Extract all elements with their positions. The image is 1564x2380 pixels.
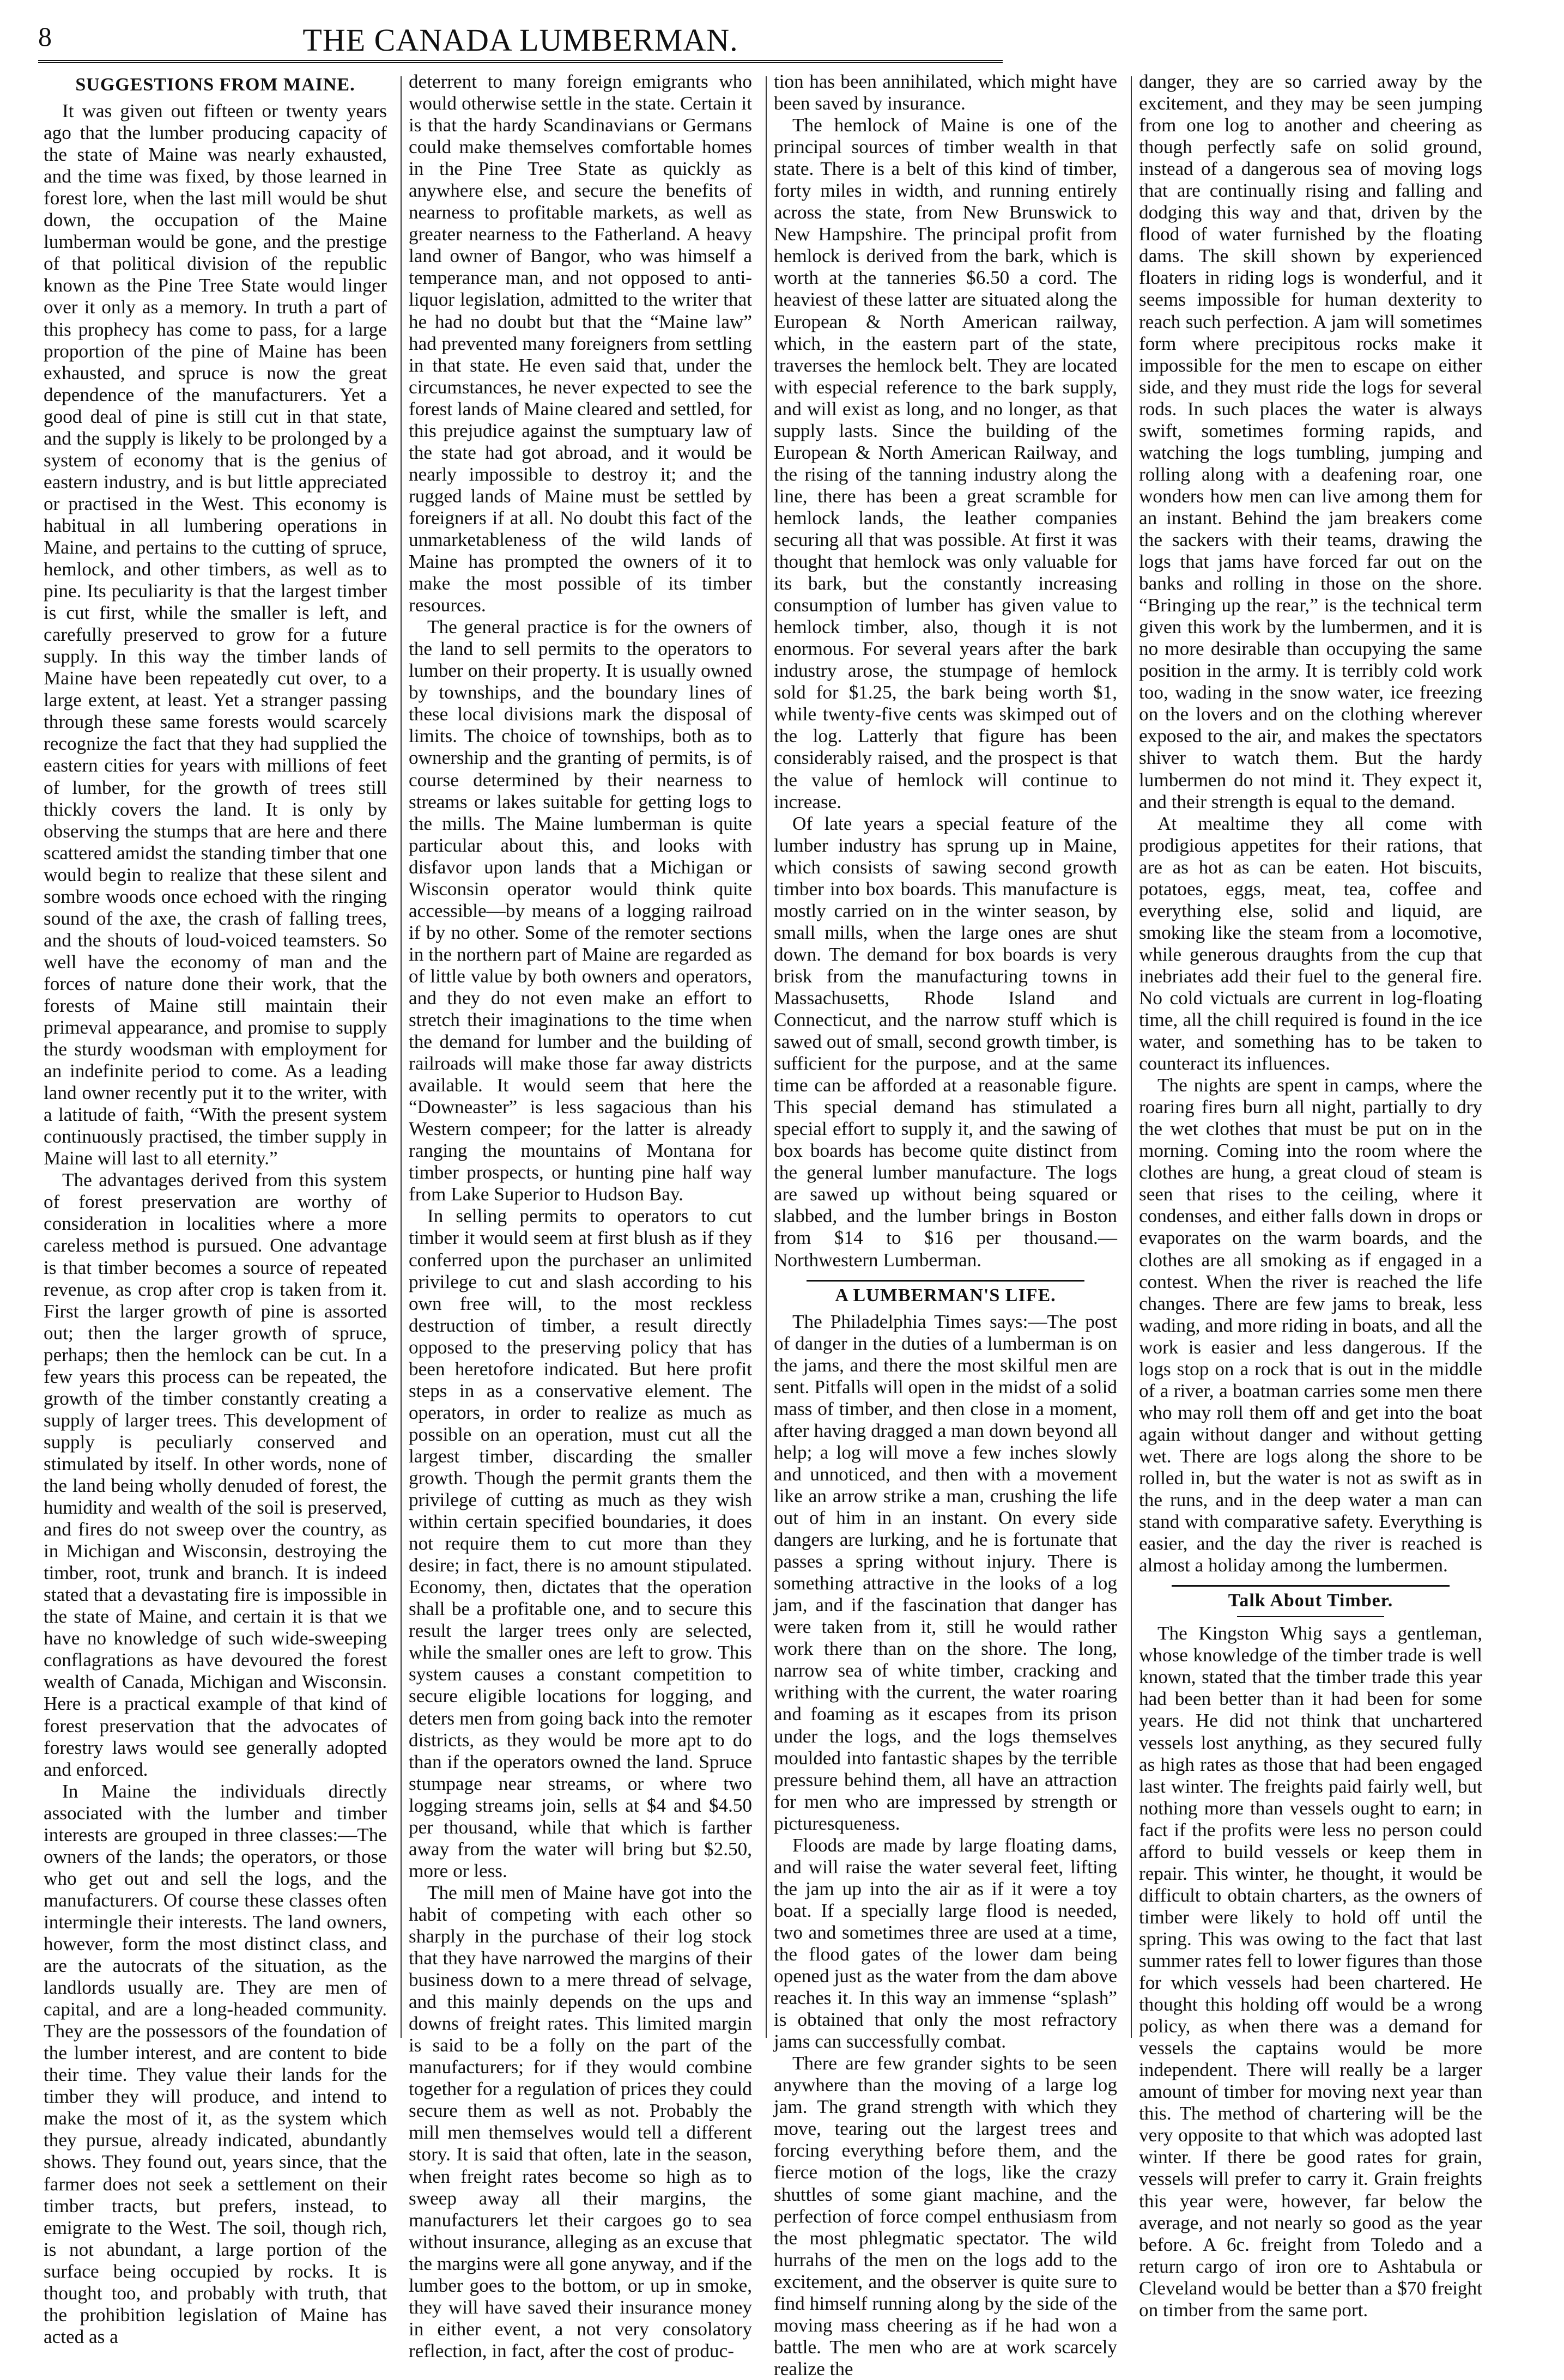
article-paragraph: tion has been annihilated, which might have been saved by insurance.	[774, 71, 1117, 114]
headline-underline	[1237, 1616, 1384, 1617]
article-paragraph: The Kingston Whig says a gentleman, whose knowledge of the timber trade is well known, stated that the timber trade this year had been better than it had been for some years. He did not think that unchartered vessels lost anything, as they secured fully as high rates as those that had been engaged last winter. The freights paid fairly well, but nothing more than vessels ought to earn; in fact if the profits were less no person could afford to build vessels or keep them in repair. This winter, he thought, it would be difficult to obtain charters, as the owners of timber were likely to hold off until the spring. This was owing to the fact that last summer rates fell to lower figures than those for which vessels had been chartered. He thought this holding off would be a wrong policy, as when there was a demand for vessels the captains would be more independent. There will really be a larger amount of timber for moving next year than this. The method of chartering will be the very opposite to that which was adopted last winter. If there be good rates for grain, vessels will prefer to carry it. Grain freights this year were, however, far below the average, and not nearly so good as the year before. A 6c. freight from Toledo and a return cargo of iron ore to Ashtabula or Cleveland would be better than a $70 freight on timber from the same port.	[1139, 1623, 1482, 2321]
column-3	[774, 71, 1117, 2379]
section-rule	[1172, 1585, 1450, 1587]
column-rule	[766, 76, 767, 2038]
page-header	[38, 22, 1003, 60]
page-number: 8	[38, 21, 52, 52]
article-paragraph: danger, they are so carried away by the excitement, and they may be seen jumping from one log to another and cheering as though perfectly safe on solid ground, instead of a dangerous sea of moving logs that are continually rising and falling and dodging this way and that, driven by the flood of water furnished by the floating dams. The skill shown by experienced floaters in riding logs is wonderful, and it seems impossible for human dexterity to reach such perfection. A jam will sometimes form where precipitous rocks make it impossible for the men to escape on either side, and they must ride the logs for several rods. In such places the water is always swift, sometimes forming rapids, and watching the logs tumbling, jumping and rolling along with a deafening roar, one wonders how men can live among them for an instant. Behind the jam breakers come the sackers with their teams, drawing the logs that jams have forced far out on the banks and rolling in those on the shore. “Bringing up the rear,” is the technical term given this work by the lumbermen, and it is no more desirable than occupying the same position in the army. It is terribly cold work too, wading in the snow water, ice freezing on the lovers and on the clothing wherever exposed to the air, and makes the spectators shiver to watch them. But the hardy lumbermen do not mind it. They expect it, and their strength is equal to the demand.	[1139, 71, 1482, 812]
article-paragraph: The hemlock of Maine is one of the principal sources of timber wealth in that state. There is a belt of this kind of timber, forty miles in width, and running entirely across the state, from New Brunswick to New Hampshire. The principal profit from hemlock is derived from the bark, which is worth at the tanneries $6.50 a cord. The heaviest of these latter are situated along the European & North American railway, which, in the eastern part of the state, traverses the hemlock belt. They are located with especial reference to the bark supply, and will exist as long, and no longer, as that supply lasts. Since the building of the European & North American Railway, and the rising of the tanning industry along the line, there has been a great scramble for hemlock lands, the leather companies securing all that was possible. At first it was thought that hemlock was only valuable for its bark, but the constantly increasing consumption of lumber has given value to hemlock timber, also, though it is not enormous. For several years after the bark industry arose, the stumpage of hemlock sold for $1.25, the bark being worth $1, while twenty-five cents was skimped out of the log. Latterly that figure has been considerably raised, and the prospect is that the value of hemlock will continue to increase.	[774, 114, 1117, 812]
article-paragraph: deterrent to many foreign emigrants who would otherwise settle in the state. Certain it is that the hardy Scandinavians or Germans could make themselves comfortable homes in the Pine Tree State as quickly as anywhere else, and secure the benefits of nearness to profitable markets, as well as greater nearness to the Fatherland. A heavy land owner of Bangor, who was himself a temperance man, and not opposed to anti-liquor legislation, admitted to the writer that he had no doubt but that the “Maine law” had prevented many foreigners from settling in that state. He even said that, under the circumstances, he never expected to see the forest lands of Maine cleared and settled, for this prejudice against the sumptuary law of the state had got abroad, and it would be nearly impossible to destroy it; and the rugged lands of Maine must be settled by foreigners if at all. No doubt this fact of the unmarketableness of the wild lands of Maine has prompted the owners of it to make the most possible of its timber resources.	[409, 71, 752, 616]
column-2	[409, 71, 752, 2361]
article-columns	[44, 71, 1515, 2379]
article-paragraph: The Philadelphia Times says:—The post of danger in the duties of a lumberman is on the jams, and there the most skilful men are sent. Pitfalls will open in the midst of a solid mass of timber, and then close in a moment, after having dragged a man down beyond all help; a log will move a few inches slowly and unnoticed, and then with a movement like an arrow strike a man, crushing the life out of him in an instant. On every side dangers are lurking, and he is fortunate that passes a spring without injury. There is something attractive in the looks of a log jam, and if the fascination that danger has were taken from it, still he would rather work there than on the shore. The long, narrow sea of white timber, cracking and writhing with the current, the water roaring and foaming as it escapes from its prison under the logs, and the logs themselves moulded into fantastic shapes by the terrible pressure behind them, all have an attraction for men who are impressed by strength or picturesqueness.	[774, 1310, 1117, 1834]
header-rule	[38, 60, 1003, 63]
column-rule	[401, 76, 402, 2038]
article-paragraph: In Maine the individuals directly associated with the lumber and timber interests are grouped in three classes:—The owners of the lands; the operators, or those who get out and sell the logs, and the manufacturers. Of course these classes often intermingle their interests. The land owners, however, form the most distinct class, and are the autocrats of the situation, as the landlords usually are. They are men of capital, and are a long-headed community. They are the possessors of the foundation of the lumber interest, and are content to bide their time. They value their lands for the timber they will produce, and intend to make the most of it, as the system which they pursue, already indicated, abundantly shows. They found out, years since, that the farmer does not seek a settlement on their timber tracts, but prefers, instead, to emigrate to the West. The soil, though rich, is not abundant, a large portion of the surface being occupied by rocks. It is thought too, and probably with truth, that the prohibition legislation of Maine has acted as a	[44, 1780, 387, 2347]
article-paragraph: At mealtime they all come with prodigious appetites for their rations, that are as hot as can be eaten. Hot biscuits, potatoes, eggs, meat, tea, coffee and everything else, solid and liquid, are smoking like the steam from a locomotive, while generous draughts from the cup that inebriates add their fuel to the general fire. No cold victuals are current in log-floating time, all the chill required is found in the ice water, and something has to be taken to counteract its influences.	[1139, 812, 1482, 1074]
article-headline-maine: SUGGESTIONS FROM MAINE.	[75, 75, 355, 95]
article-paragraph: It was given out fifteen or twenty years ago that the lumber producing capacity of the state of Maine was nearly exhausted, and the time was fixed, by those learned in forest lore, when the last mill would be shut down, the occupation of the Maine lumberman would be gone, and the prestige of that political division of the republic known as the Pine Tree State would linger over it only as a memory. In truth a part of this prophecy has come to pass, for a large proportion of the pine of Maine has been exhausted, and spruce is now the great dependence of the manufacturers. Yet a good deal of pine is still cut in that state, and the supply is likely to be prolonged by a system of economy that is the genius of eastern industry, and is but little appreciated or practised in the West. This economy is habitual in all lumbering operations in Maine, and pertains to the cutting of spruce, hemlock, and other timbers, as well as to pine. Its peculiarity is that the largest timber is cut first, while the smaller is left, and carefully preserved to grow for a future supply. In this way the timber lands of Maine have been repeatedly cut over, to a large extent, at least. Yet a stranger passing through these same forests would scarcely recognize the fact that they had supplied the eastern cities for years with millions of feet of lumber, for the growth of trees still thickly covers the land. It is only by observing the stumps that are here and there scattered amidst the standing timber that one would begin to realize that these silent and sombre woods once echoed with the ringing sound of the axe, the crash of falling trees, and the shouts of loud-voiced teamsters. So well have the economy of man and the forces of nature done their work, that the forests of Maine still maintain their primeval appearance, and promise to supply the sturdy woodsman with employment for an indefinite period to come. As a leading land owner recently put it to the writer, with a latitude of faith, “With the present system continuously practised, the timber supply in Maine will last to all eternity.”	[44, 100, 387, 1169]
article-paragraph: The nights are spent in camps, where the roaring fires burn all night, partially to dry the wet clothes that must be put on in the morning. Coming into the room where the clothes are hung, a great cloud of steam is seen that rises to the ceiling, where it condenses, and either falls down in drops or evaporates on the warm boards, and the clothes are all smoking as if engaged in a contest. When the river is reached the life changes. There are few jams to break, less wading, and more riding in boats, and all the work is easier and less dangerous. If the logs stop on a rock that is out in the middle of a river, a boatman carries some men there who may roll them off and get into the boat again without danger and without getting wet. There are logs along the shore to be rolled in, but the water is not as swift as in the runs, and in the deep water a man can stand with comparative safety. Everything is easier, and the day the river is reached is almost a holiday among the lumbermen.	[1139, 1074, 1482, 1576]
article-paragraph: Floods are made by large floating dams, and will raise the water several feet, lifting the jam up into the air as if it were a toy boat. If a specially large flood is needed, two and sometimes three are used at a time, the flood gates of the lower dam being opened just as the water from the dam above reaches it. In this way an immense “splash” is obtained that only the most refractory jams can successfully combat.	[774, 1834, 1117, 2053]
section-rule	[807, 1280, 1084, 1282]
article-headline-talk-about-timber: Talk About Timber.	[1228, 1590, 1393, 1611]
article-paragraph: The advantages derived from this system of forest preservation are worthy of consideration in localities where a more careless method is pursued. One advantage is that timber becomes a source of repeated revenue, as crop after crop is taken from it. First the larger growth of pine is assorted out; then the larger growth of spruce, perhaps; then the hemlock can be cut. In a few years this process can be repeated, the growth of the timber constantly creating a supply of larger trees. This development of supply is peculiarly conserved and stimulated by itself. In other words, none of the land being wholly denuded of forest, the humidity and wealth of the soil is preserved, and fires do not sweep over the country, as in Michigan and Wisconsin, destroying the timber, root, trunk and branch. It is indeed stated that a devastating fire is impossible in the state of Maine, and certain it is that we have no knowledge of such wide-sweeping conflagrations as have devoured the forest wealth of Canada, Michigan and Wisconsin. Here is a practical example of that kind of forest preservation that the advocates of forestry laws would see generally adopted and enforced.	[44, 1169, 387, 1780]
column-4	[1139, 71, 1482, 2321]
article-paragraph: In selling permits to operators to cut timber it would seem at first blush as if they conferred upon the purchaser an unlimited privilege to cut and slash according to his own free will, to the most reckless destruction of timber, a result directly opposed to the preserving policy that has been heretofore indicated. But here profit steps in as a conservative element. The operators, in order to realize as much as possible on an operation, must cut all the largest timber, discarding the smaller growth. Though the permit grants them the privilege of cutting as much as they wish within certain specified boundaries, it does not require them to cut more than they desire; in fact, there is no amount stipulated. Economy, then, dictates that the operation shall be a profitable one, and to secure this result the larger trees only are selected, while the smaller ones are left to grow. This system causes a constant competition to secure eligible locations for logging, and deters men from going back into the remoter districts, as they would be more apt to do than if the operators owned the land. Spruce stumpage near streams, or where two logging streams join, sells at $4 and $4.50 per thousand, while that which is farther away from the water will bring but $2.50, more or less.	[409, 1205, 752, 1881]
article-paragraph: The general practice is for the owners of the land to sell permits to the operators to lumber on their property. It is usually owned by townships, and the boundary lines of these local divisions mark the disposal of limits. The choice of townships, both as to ownership and the granting of permits, is of course determined by their nearness to streams or lakes suitable for getting logs to the mills. The Maine lumberman is quite particular about this, and looks with disfavor upon lands that a Michigan or Wisconsin operator would think quite accessible—by means of a logging railroad if by no other. Some of the remoter sections in the northern part of Maine are regarded as of little value by both owners and operators, and they do not even make an effort to stretch their imaginations to the time when the demand for lumber and the building of railroads will make those far away districts available. It would seem that here the “Downeaster” is less sagacious than his Western compeer; for the latter is already ranging the mountains of Montana for timber prospects, or hunting pine half way from Lake Superior to Hudson Bay.	[409, 616, 752, 1205]
article-paragraph: The mill men of Maine have got into the habit of competing with each other so sharply in the purchase of their log stock that they have narrowed the margins of their business down to a mere thread of selvage, and this mainly depends on the ups and downs of freight rates. This limited margin is said to be a folly on the part of the manufacturers; for if they would combine together for a regulation of prices they could secure them as well as not. Probably the mill men themselves would tell a different story. It is said that often, late in the season, when freight rates become so high as to sweep away all their margins, the manufacturers let their cargoes go to sea without insurance, alleging as an excuse that the margins were all gone anyway, and if the lumber goes to the bottom, or up in smoke, they will have saved their insurance money in either event, a not very consolatory reflection, in fact, after the cost of produc-	[409, 1881, 752, 2361]
article-paragraph: There are few grander sights to be seen anywhere than the moving of a large log jam. The grand strength with which they move, tearing out the largest trees and forcing everything before them, and the fierce motion of the logs, like the crazy shuttles of some giant machine, and the perfection of force compel enthusiasm from the most phlegmatic spectator. The wild hurrahs of the men on the logs add to the excitement, and the observer is quite sure to find himself running along by the side of the moving mass cheering as if he had won a battle. The men who are at work scarcely realize the	[774, 2053, 1117, 2379]
masthead: THE CANADA LUMBERMAN.	[302, 22, 738, 58]
column-1	[44, 71, 387, 2347]
article-paragraph: Of late years a special feature of the lumber industry has sprung up in Maine, which consists of sawing second growth timber into box boards. This manufacture is mostly carried on in the winter season, by small mills, when the large ones are shut down. The demand for box boards is very brisk from the manufacturing towns in Massachusetts, Rhode Island and Connecticut, and the narrow stuff which is sawed out of small, second growth timber, is sufficient for the purpose, and at the same time can be afforded at a reasonable figure. This special demand has stimulated a special effort to supply it, and the sawing of box boards has become quite distinct from the general lumber manufacture. The logs are sawed up without being squared or slabbed, and the lumber brings in Boston from $14 to $16 per thousand.—Northwestern Lumberman.	[774, 812, 1117, 1271]
article-headline-lumbermans-life: A LUMBERMAN'S LIFE.	[835, 1285, 1056, 1306]
column-rule	[1131, 76, 1132, 2038]
